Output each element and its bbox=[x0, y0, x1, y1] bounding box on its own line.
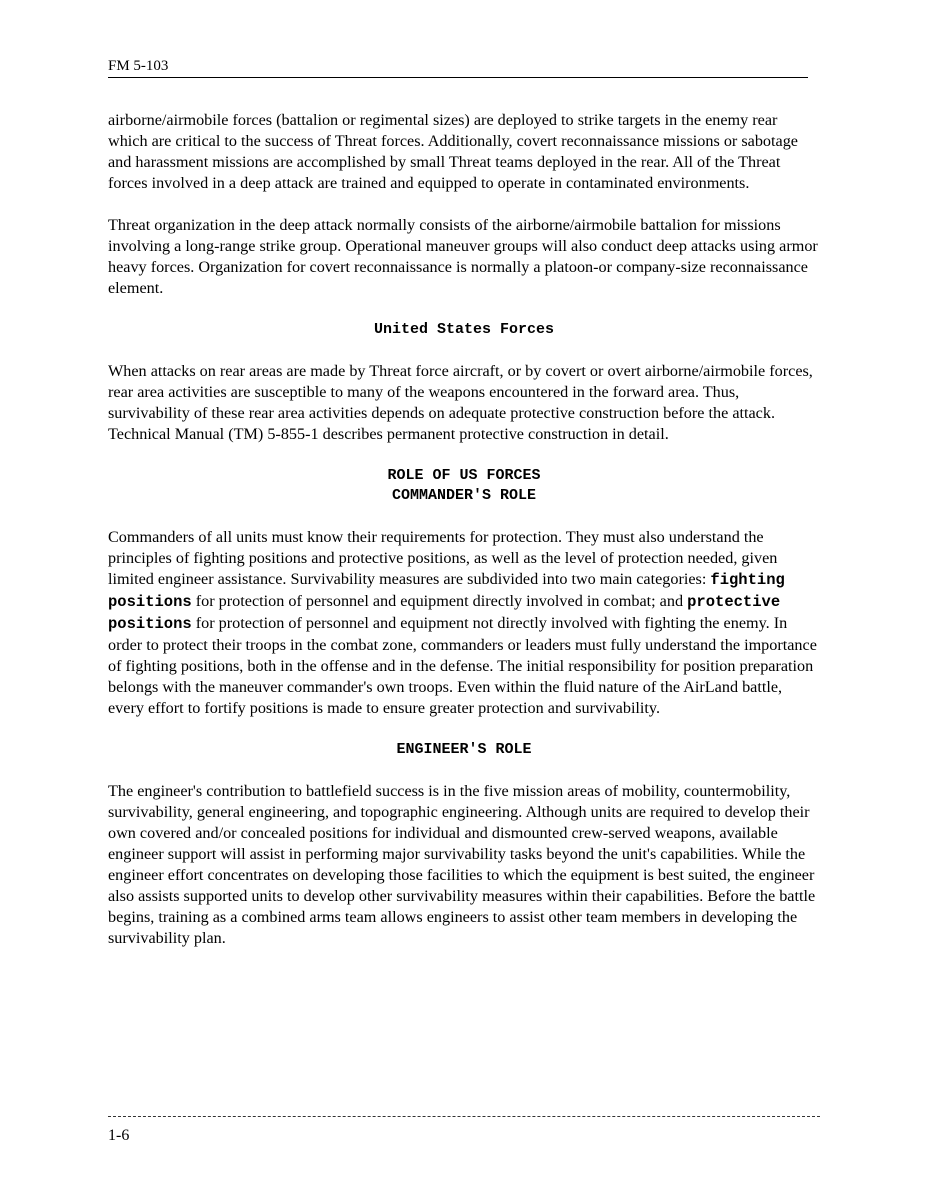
commanders-text-c: for protection of personnel and equipment not directly involved with fighting the enemy. In order to protect their troops in the combat zone, commanders or leaders must fully understand the importance of fighting positions, both in the offense and in the defense. The initial responsibility for position preparation belongs with the maneuver commander's own troops. Even within the fluid nature of the AirLand battle, every effort to fortify positions is made to ensure greater protection and survivability. bbox=[108, 614, 817, 717]
page-number: 1-6 bbox=[108, 1127, 130, 1144]
term-protective-positions: protective positions bbox=[108, 593, 781, 633]
document-body bbox=[108, 110, 820, 970]
heading-united-states-forces bbox=[108, 320, 820, 340]
commanders-text-b: for protection of personnel and equipment directly involved in combat; and bbox=[191, 592, 688, 610]
commanders-text-a: Commanders of all units must know their requirements for protection. They must also understand the principles of fighting positions and protective positions, as well as the level of protection needed, given limited engineer assistance. Survivability measures are subdivided into two main categories: bbox=[108, 528, 778, 588]
heading-role-us-forces-text: ROLE OF US FORCES bbox=[387, 467, 541, 484]
heading-role-of-us-forces bbox=[108, 466, 820, 506]
paragraph-threat-organization: Threat organization in the deep attack normally consists of the airborne/airmobile battalion for missions involving a long-range strike group. Operational maneuver groups will also conduct deep attacks using armor heavy forces. Organization for covert reconnaissance is normally a platoon-or company-size reconnaissance element. bbox=[108, 216, 818, 297]
footer-divider bbox=[108, 1116, 820, 1117]
paragraph-engineers-role: The engineer's contribution to battlefield success is in the five mission areas of mobility, countermobility, survivability, general engineering, and topographic engineering. Although units are required to develop their own covered and/or concealed positions for individual and dismounted crew-served weapons, available engineer support will assist in performing major survivability tasks beyond the unit's capabilities. While the engineer effort concentrates on developing those facilities to which the equipment is best suited, the engineer also assists supported units to develop other survivability measures within their capabilities. Before the battle begins, training as a combined arms team allows engineers to assist other team members in developing the survivability plan. bbox=[108, 782, 816, 947]
heading-text: United States Forces bbox=[373, 321, 555, 338]
running-header: FM 5-103 bbox=[108, 56, 808, 78]
paragraph-rear-area-attacks: When attacks on rear areas are made by Threat force aircraft, or by covert or overt airborne/airmobile forces, rear area activities are susceptible to many of the weapons encountered in the forward area. Thus, survivability of these rear area activities depends on adequate protective construction before the attack. Technical Manual (TM) 5-855-1 describes permanent protective construction in detail. bbox=[108, 362, 813, 443]
paragraph-commanders-role bbox=[108, 527, 820, 719]
paragraph-threat-airborne: airborne/airmobile forces (battalion or regimental sizes) are deployed to strike targets in the enemy rear which are critical to the success of Threat forces. Additionally, covert reconnaissance missions or sabotage and harassment missions are accomplished by small Threat teams deployed in the rear. All of the Threat forces involved in a deep attack are trained and equipped to operate in contaminated environments. bbox=[108, 111, 798, 192]
term-fighting-positions: fighting positions bbox=[108, 571, 785, 611]
heading-engineers-role bbox=[108, 740, 820, 760]
heading-commanders-role-text: COMMANDER'S ROLE bbox=[391, 487, 537, 504]
heading-engineers-role-text: ENGINEER'S ROLE bbox=[396, 741, 532, 758]
